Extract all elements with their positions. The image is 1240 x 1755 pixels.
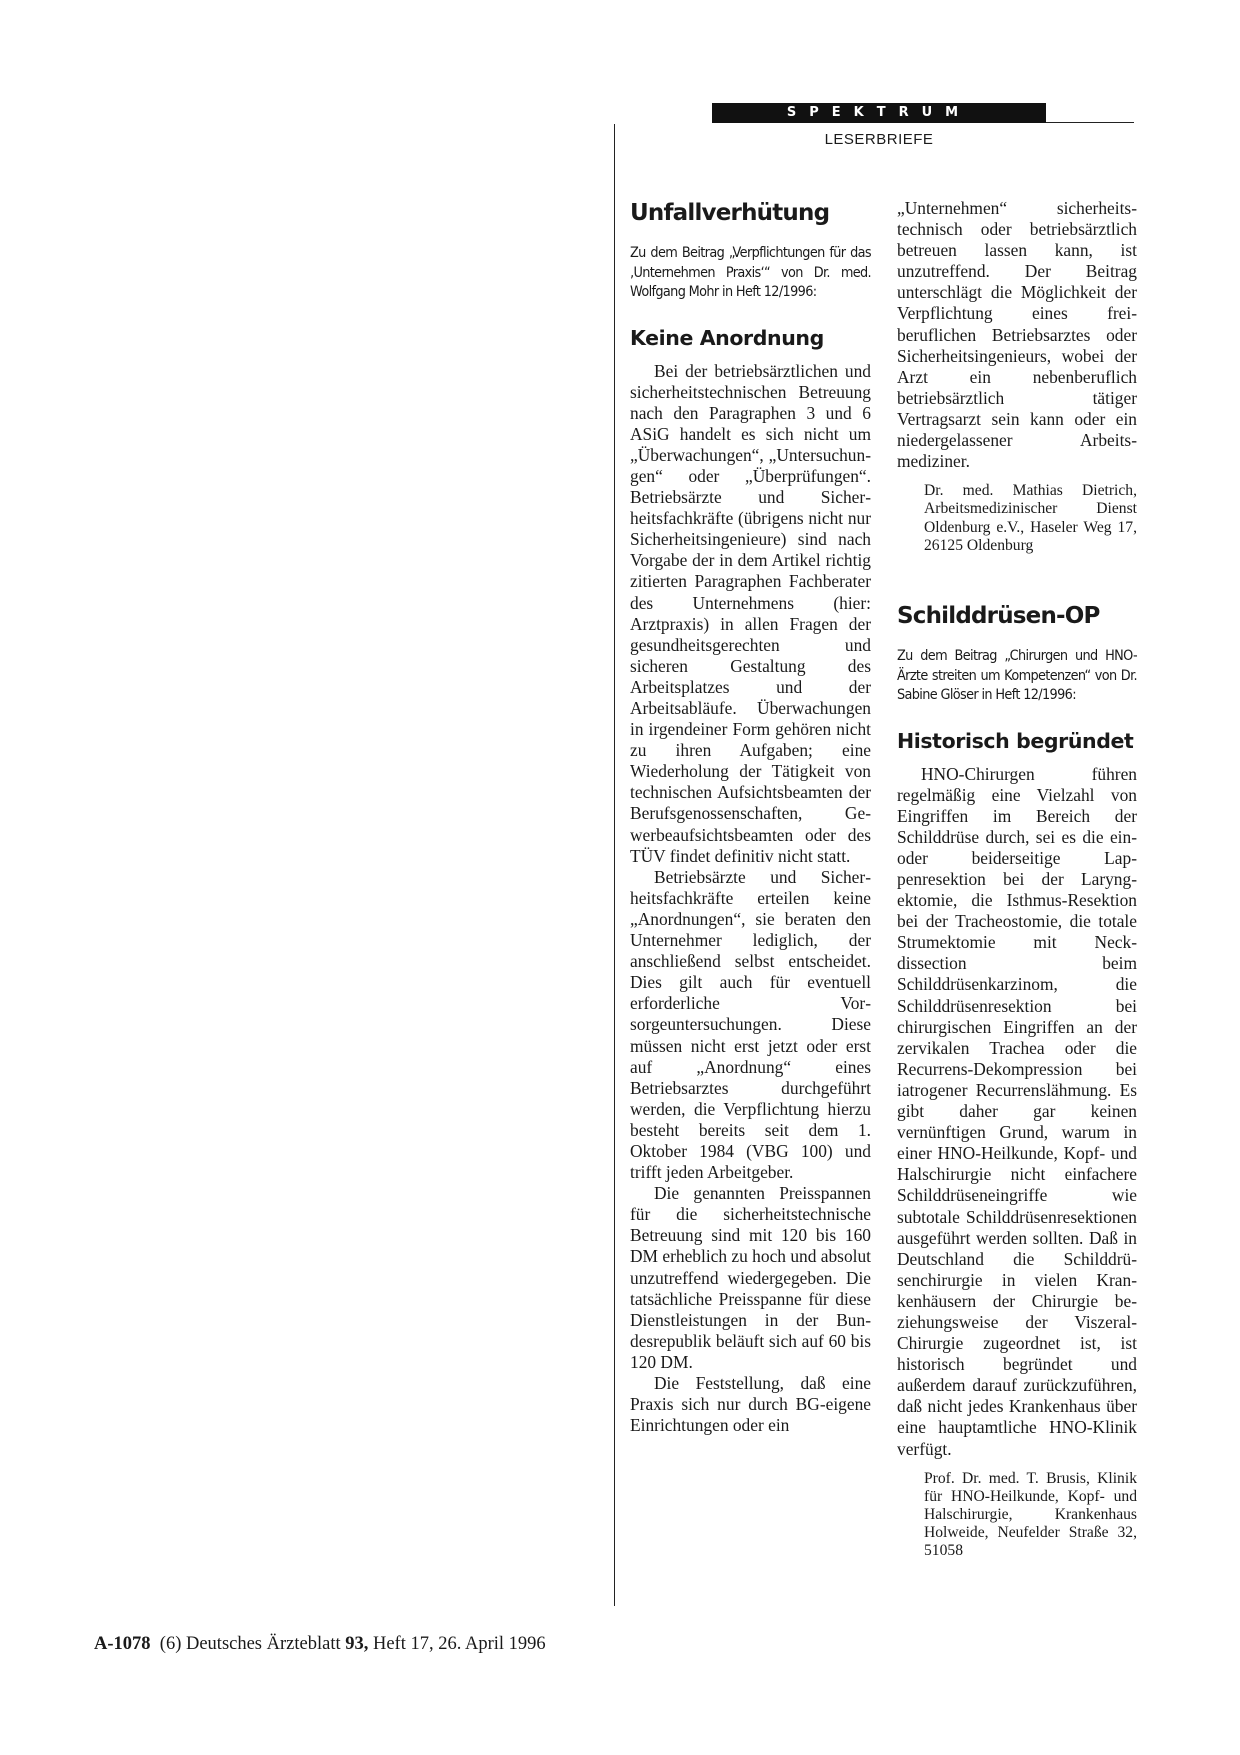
page-footer bbox=[94, 1634, 546, 1655]
letter2-paragraph: HNO-Chirurgen führen regelmäßig eine Vielzahl von Eingriffen im Bereich der Schilddrüse durch, sei es die ein- oder beiderseitige Lappenresektion bei der Laryngektomie, die Isthmus-Resektion bei der Tracheostomie, die totale Strumektomie mit Neck-dissection beim Schilddrüsenkarzinom, die Schilddrüsenresektion bei chirurgischen Eingriffen an der zervikalen Trachea oder die Recurrens-Dekompression bei iatrogener Recurrenslähmung. Es gibt daher gar keinen vernünftigen Grund, warum in einer HNO-Heilkunde, Kopf- und Halschirurgie nicht einfachere Schilddrüseneingriffe wie subtotale Schilddrüsenresektionen ausgeführt werden sollten. Daß in Deutschland die Schilddrüsenchirurgie in vielen Krankenhäusern der Chirurgie beziehungsweise der Viszeral-Chirurgie zugeordnet ist, ist historisch begründet und außerdem darauf zurückzuführen, daß nicht jedes Krankenhaus über eine hauptamtliche HNO-Klinik verfügt. bbox=[897, 763, 1137, 1459]
subsection-label: LESERBRIEFE bbox=[824, 131, 934, 148]
letter1-headline: Keine Anordnung bbox=[630, 325, 824, 350]
letter1-signature: Dr. med. Mathias Dietrich, Arbeitsmedizinischer Dienst Oldenburg e.V., Haseler Weg 17, 26125 Oldenburg bbox=[924, 482, 1137, 554]
issue-date: Heft 17, 26. April 1996 bbox=[372, 1634, 546, 1654]
letter2-signature: Prof. Dr. med. T. Brusis, Klinik für HNO-Heilkunde, Kopf- und Halschirurgie, Krankenhaus Holweide, Neufelder Straße 32, 51058 bbox=[924, 1469, 1137, 1560]
letter2-headline: Historisch begründet bbox=[897, 728, 1134, 753]
letter1-paragraph: Betriebsärzte und Sicherheitsfachkräfte erteilen keine „Anordnungen“, sie beraten den Unternehmer lediglich, der anschließend selbst entscheidet. Dies gilt auch für eventuell erforderliche Vorsorgeuntersuchungen. Diese müssen nicht erst jetzt oder erst auf „Anordnung“ eines Betriebsarztes durchgeführt werden, die Verpflichtung hierzu besteht bereits seit dem 1. Oktober 1984 (VBG 100) und trifft jeden Arbeitgeber. bbox=[630, 866, 871, 1183]
letter2-reference: Zu dem Beitrag „Chirurgen und HNO-Ärzte streiten um Kompetenzen“ von Dr. Sabine Glöser in Heft 12/1996: bbox=[897, 648, 1138, 704]
letter1-paragraph: Bei der betriebsärztlichen und sicherheitstechnischen Betreuung nach den Paragraphen 3 und 6 ASiG handelt es sich nicht um „Überwachungen“, „Untersuchungen“ oder „Überprüfungen“. Betriebsärzte und Sicherheitsfachkräfte (übrigens nicht nur Sicherheitsingenieure) sind nach Vorgabe der in dem Artikel richtig zitierten Paragraphen Fachberater des Unternehmens (hier: Arztpraxis) in allen Fragen der gesundheitsgerechten und sicheren Gestaltung des Arbeitsplatzes und der Arbeitsabläufe. Überwachungen in irgendeiner Form gehören nicht zu ihren Aufgaben; eine Wiederholung der Tätigkeit von technischen Aufsichtsbeamten der Berufsgenossenschaften, Gewerbeaufsichtsbeamten oder des TÜV findet definitiv nicht statt. bbox=[630, 360, 871, 866]
letter2-topic: Schilddrüsen-OP bbox=[897, 603, 1100, 630]
left-column bbox=[630, 198, 871, 1436]
letter1-paragraph: Die genannten Preisspannen für die sicherheitstechnische Betreuung sind mit 120 bis 160 DM erheblich zu hoch und absolut unzutreffend wiedergegeben. Die tatsächliche Preisspanne für diese Dienstleistungen in der Bundesrepublik beläuft sich auf 60 bis 120 DM. bbox=[630, 1183, 871, 1372]
letter1-reference: Zu dem Beitrag „Verpflichtungen für das ‚Unternehmen Praxis‘“ von Dr. med. Wolfgang Mohr in Heft 12/1996: bbox=[630, 245, 871, 300]
letter1-topic: Unfallverhütung bbox=[630, 200, 830, 226]
journal-name: (6) Deutsches Ärzteblatt bbox=[159, 1634, 341, 1654]
letter1-continuation: „Unternehmen“ sicherheitstechnisch oder betriebsärztlich betreuen lassen kann, ist unzutreffend. Der Beitrag unterschlägt die Möglichkeit der Verpflichtung eines freiberuflichen Betriebsarztes oder Sicherheitsingenieurs, wobei der Arzt ein nebenberuflich betriebsärztlich tätiger Vertragsarzt sein kann oder ein niedergelassener Arbeitsmediziner. bbox=[897, 198, 1137, 472]
header-rule bbox=[1046, 122, 1134, 123]
letter1-paragraph: Die Feststellung, daß eine Praxis sich nur durch BG-eigene Einrichtungen oder ein bbox=[630, 1373, 871, 1436]
page-code: A-1078 bbox=[94, 1634, 151, 1654]
journal-volume: 93, bbox=[345, 1634, 369, 1654]
right-column bbox=[897, 198, 1137, 1561]
column-divider bbox=[614, 124, 615, 1606]
section-banner: SPEKTRUM bbox=[712, 103, 1046, 123]
